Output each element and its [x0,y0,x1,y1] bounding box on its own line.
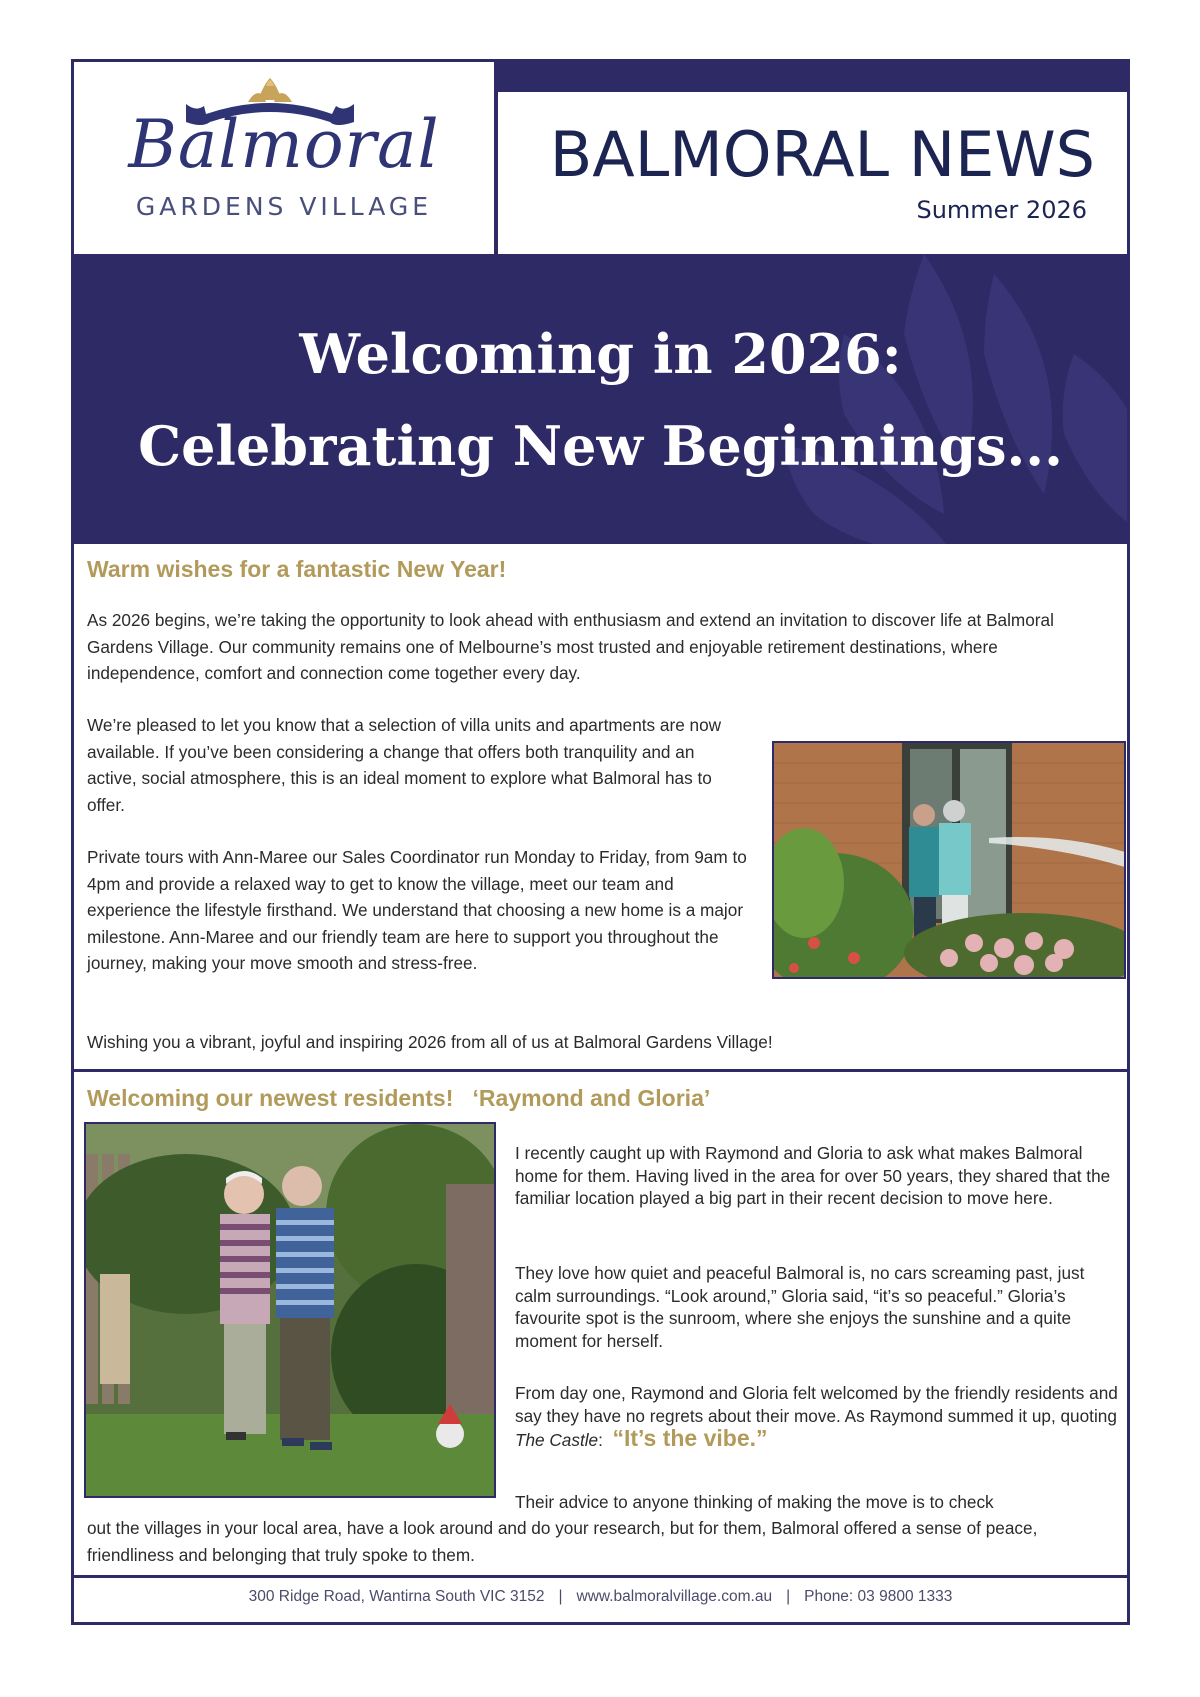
section1-paragraph-3: Private tours with Ann-Maree our Sales Coordinator run Monday to Friday, from 9am to 4pm and provide a relaxed way to get to know the village, meet our team and experience the lifestyle firsthand. We understand that choosing a new home is a major milestone. Ann-Maree and our friendly team are here to support you throughout the journey, making your move smooth and stress-free. [87,847,747,973]
hero-banner [74,254,1127,544]
logo-subtitle: GARDENS VILLAGE [135,192,433,221]
section1-heading: Warm wishes for a fantastic New Year! [87,556,507,582]
photo-watering-garden [772,741,1126,979]
section2-paragraph-2: They love how quiet and peaceful Balmoral is, no cars screaming past, just calm surroundings. “Look around,” Gloria said, “it’s so peaceful.” Gloria’s favourite spot is the sunroom, where she enjoys the sunshine and a quite moment for herself. [515,1263,1085,1351]
footer-separator: | [558,1588,563,1605]
section1-paragraph-1: As 2026 begins, we’re taking the opportunity to look ahead with enthusiasm and extend an invitation to discover life at Balmoral Gardens Village. Our community remains one of Melbourne’s most trusted and enjoyable retirement destinations, where independence, comfort and connection come together every day. [87,610,1054,683]
footer-website-link[interactable]: www.balmoralvillage.com.au [576,1588,773,1605]
section1-paragraph-4: Wishing you a vibrant, joyful and inspiring 2026 from all of us at Balmoral Gardens Village! [87,1032,773,1052]
film-title: The Castle [515,1430,599,1450]
masthead [500,92,1127,254]
vibe-quote: “It’s the vibe.” [612,1425,768,1451]
section2-paragraph-4-first-line: Their advice to anyone thinking of making the move is to check [515,1492,994,1512]
banner-headline-line1: Welcoming in 2026: [299,322,902,386]
section2-paragraph-1: I recently caught up with Raymond and Gloria to ask what makes Balmoral home for them. Having lived in the area for over 50 years, they shared that the familiar location played a big part in their recent decision to move here. [515,1143,1111,1208]
banner-headline-line2: Celebrating New Beginnings... [138,414,1063,478]
footer [74,1588,1127,1606]
logo-script: Balmoral [128,106,440,183]
logo [74,62,498,254]
section2-paragraph-3-text: From day one, Raymond and Gloria felt welcomed by the friendly residents and say they have no regrets about their move. As Raymond summed it up, quoting [515,1383,1118,1426]
film-colon: : [598,1430,603,1450]
section1-paragraph-2: We’re pleased to let you know that a selection of villa units and apartments are now available. If you’ve been considering a change that offers both tranquility and an active, social atmosphere, this is an ideal moment to explore what Balmoral has to offer. [87,715,722,815]
section2-paragraph-3 [515,1382,1125,1452]
footer-address: 300 Ridge Road, Wantirna South VIC 3152 [248,1588,545,1605]
photo-raymond-and-gloria [84,1122,496,1498]
section2-paragraph-4: out the villages in your local area, have a look around and do your research, but for them, Balmoral offered a sense of peace, friendliness and belonging that truly spoke to them. [87,1518,1038,1565]
edition-label: Summer 2026 [916,196,1087,224]
footer-separator: | [786,1588,791,1605]
section-divider [74,1069,1127,1072]
section2-heading: Welcoming our newest residents! ‘Raymond and Gloria’ [87,1085,711,1111]
newsletter-title: BALMORAL NEWS [549,118,1095,191]
footer-phone: Phone: 03 9800 1333 [804,1588,953,1605]
lotus-watermark-icon [694,254,1127,544]
footer-divider [74,1575,1127,1578]
